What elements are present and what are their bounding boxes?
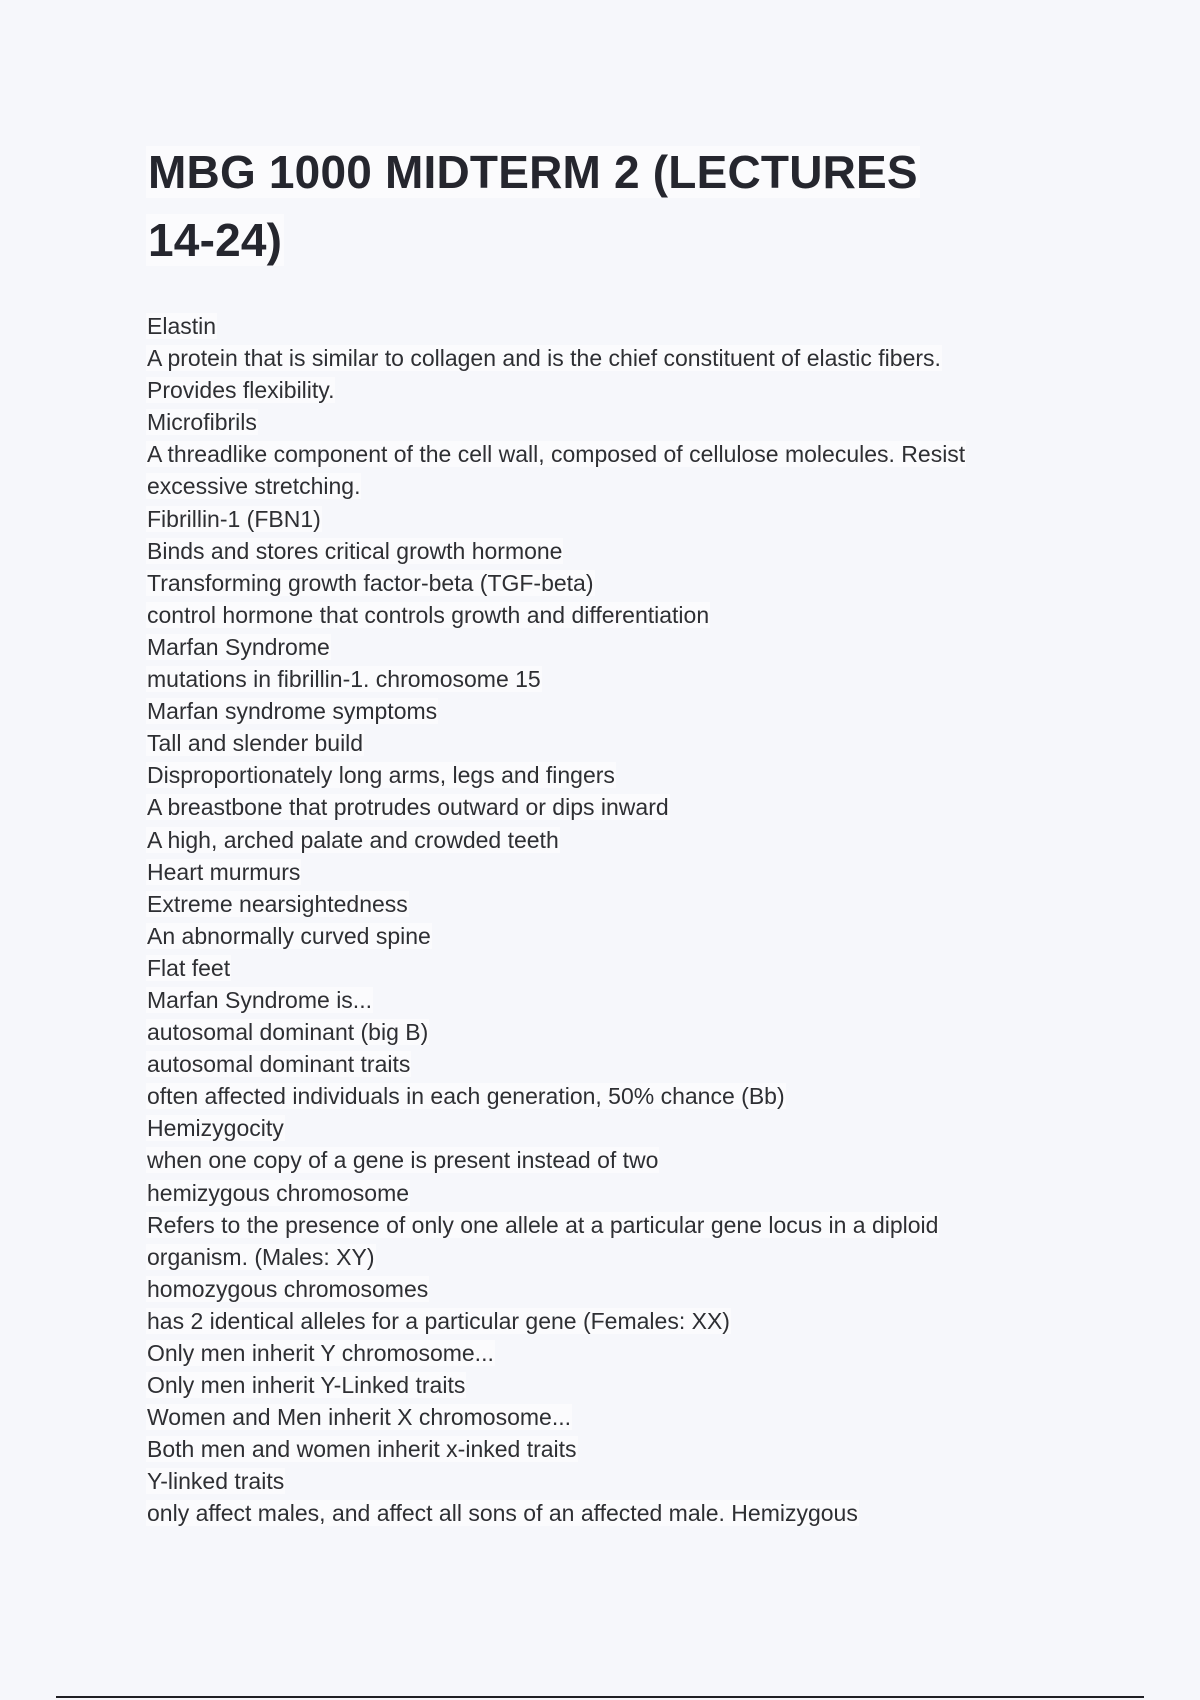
text-line: excessive stretching. bbox=[147, 473, 361, 500]
text-line: Transforming growth factor-beta (TGF-beta) bbox=[147, 569, 594, 596]
text-line: Tall and slender build bbox=[147, 730, 364, 757]
text-line: Y-linked traits bbox=[147, 1468, 285, 1495]
text-line: Women and Men inherit X chromosome... bbox=[147, 1404, 571, 1431]
page-title bbox=[146, 138, 966, 274]
text-line: Heart murmurs bbox=[147, 858, 301, 885]
text-line: Elastin bbox=[147, 313, 217, 339]
title-line-1: MBG 1000 MIDTERM 2 (LECTURES bbox=[148, 146, 918, 198]
text-line: autosomal dominant traits bbox=[147, 1051, 411, 1078]
text-line: Both men and women inherit x-inked traits bbox=[147, 1436, 577, 1463]
text-line: when one copy of a gene is present instead of two bbox=[147, 1147, 659, 1174]
text-line: homozygous chromosomes bbox=[147, 1275, 429, 1302]
text-line: Provides flexibility. bbox=[147, 377, 335, 404]
text-line: only affect males, and affect all sons of an affected male. Hemizygous bbox=[147, 1500, 858, 1527]
text-line: organism. (Males: XY) bbox=[147, 1243, 375, 1270]
text-line: often affected individuals in each generation, 50% chance (Bb) bbox=[147, 1083, 785, 1110]
text-line: A breastbone that protrudes outward or dips inward bbox=[147, 794, 669, 821]
text-line: control hormone that controls growth and differentiation bbox=[147, 601, 710, 628]
text-line: Marfan Syndrome bbox=[147, 633, 330, 660]
text-line: A high, arched palate and crowded teeth bbox=[147, 826, 559, 853]
page-bottom-rule bbox=[56, 1696, 1144, 1698]
title-line-2: 14-24) bbox=[148, 214, 283, 266]
text-line: has 2 identical alleles for a particular gene (Females: XX) bbox=[147, 1307, 730, 1334]
document-body bbox=[146, 310, 1046, 1530]
text-line: Extreme nearsightedness bbox=[147, 890, 408, 917]
text-line: Marfan syndrome symptoms bbox=[147, 698, 438, 725]
text-line: An abnormally curved spine bbox=[147, 922, 431, 949]
text-line: mutations in fibrillin-1. chromosome 15 bbox=[147, 666, 541, 693]
text-line: Marfan Syndrome is... bbox=[147, 986, 372, 1013]
text-line: Refers to the presence of only one allele at a particular gene locus in a diploid bbox=[147, 1211, 939, 1238]
text-line: Only men inherit Y-Linked traits bbox=[147, 1372, 466, 1399]
text-line: hemizygous chromosome bbox=[147, 1179, 410, 1206]
text-line: Binds and stores critical growth hormone bbox=[147, 537, 563, 564]
text-line: Microfibrils bbox=[147, 409, 257, 436]
text-line: A threadlike component of the cell wall, composed of cellulose molecules. Resist bbox=[147, 441, 966, 468]
text-line: Flat feet bbox=[147, 954, 231, 981]
text-line: Fibrillin-1 (FBN1) bbox=[147, 505, 321, 532]
text-line: autosomal dominant (big B) bbox=[147, 1019, 429, 1046]
text-line: Hemizygocity bbox=[147, 1115, 284, 1142]
text-line: Only men inherit Y chromosome... bbox=[147, 1340, 494, 1366]
text-line: Disproportionately long arms, legs and fingers bbox=[147, 762, 615, 789]
text-line: A protein that is similar to collagen and is the chief constituent of elastic fibers. bbox=[147, 345, 941, 372]
